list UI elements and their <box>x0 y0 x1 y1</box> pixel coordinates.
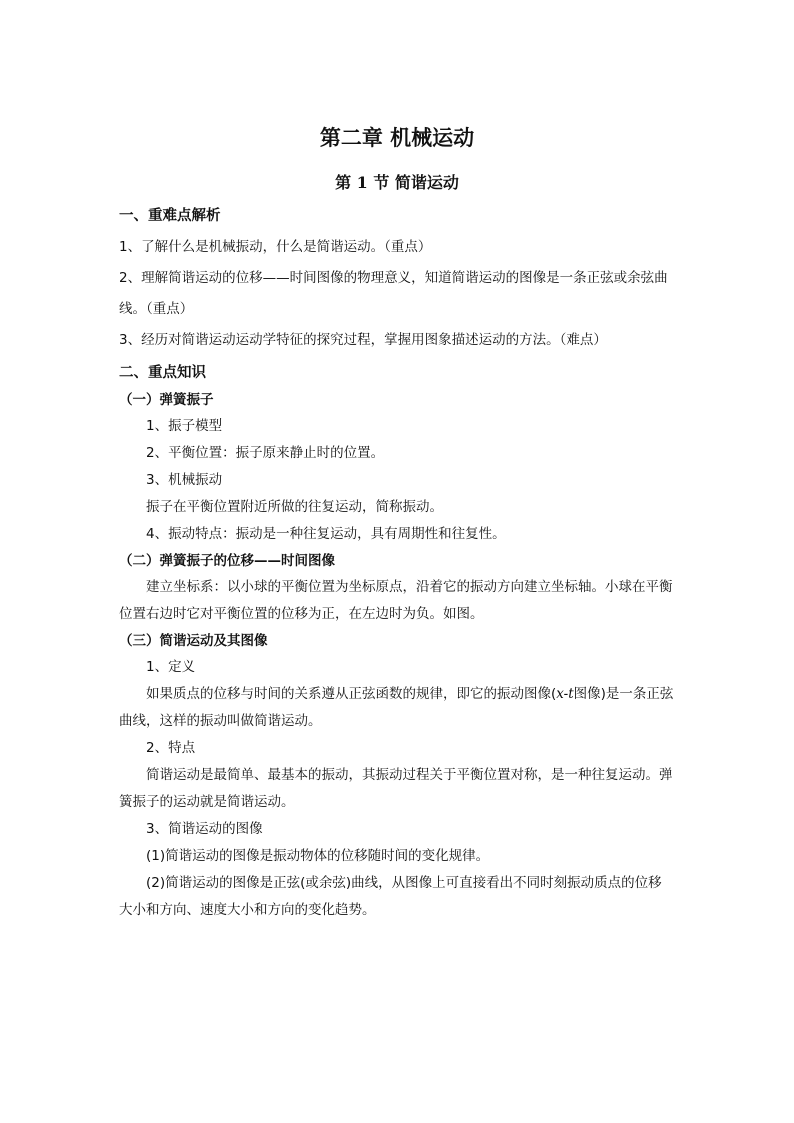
section-title: 第 1 节 简谐运动 <box>335 173 459 192</box>
chapter-title: 第二章 机械运动 <box>319 125 475 150</box>
definition-label: 1、定义 <box>146 659 196 675</box>
document-content <box>119 120 675 924</box>
definition-text-b: 图像)是一条正弦曲线，这样的振动叫做简谐运动。 <box>119 686 674 729</box>
subheading-displacement-time: （二）弹簧振子的位移——时间图像 <box>119 553 335 569</box>
definition-text-a: 如果质点的位移与时间的关系遵从正弦函数的规律，即它的振动图像( <box>146 686 557 702</box>
heading-key-knowledge: 二、重点知识 <box>119 365 206 381</box>
heading-key-points: 一、重难点解析 <box>119 208 221 224</box>
oscillator-line-3: 3、机械振动 <box>146 472 223 488</box>
xt-symbol: x-t <box>556 686 574 702</box>
oscillator-line-5: 4、振动特点：振动是一种往复运动，具有周期性和往复性。 <box>146 526 506 542</box>
oscillator-line-4: 振子在平衡位置附近所做的往复运动，简称振动。 <box>146 499 443 515</box>
subheading-shm-and-graph: （三）简谐运动及其图像 <box>119 633 268 649</box>
oscillator-line-1: 1、振子模型 <box>146 418 223 434</box>
key-point-3: 3、经历对简谐运动运动学特征的探究过程，掌握用图象描述运动的方法。（难点） <box>119 332 607 348</box>
displacement-time-paragraph: 建立坐标系：以小球的平衡位置为坐标原点，沿着它的振动方向建立坐标轴。小球在平衡位置右边时它对平衡位置的位移为正，在左边时为负。如图。 <box>119 579 673 622</box>
key-point-2: 2、理解简谐运动的位移——时间图像的物理意义，知道简谐运动的图像是一条正弦或余弦曲线。（重点） <box>119 270 668 317</box>
features-paragraph: 简谐运动是最简单、最基本的振动，其振动过程关于平衡位置对称，是一种往复运动。弹簧振子的运动就是简谐运动。 <box>119 767 673 810</box>
key-point-1: 1、了解什么是机械振动，什么是简谐运动。（重点） <box>119 239 432 255</box>
definition-paragraph <box>119 681 675 735</box>
subheading-spring-oscillator: （一）弹簧振子 <box>119 392 214 408</box>
features-label: 2、特点 <box>146 740 196 756</box>
oscillator-line-2: 2、平衡位置：振子原来静止时的位置。 <box>146 445 385 461</box>
graph-point-2: (2)简谐运动的图像是正弦(或余弦)曲线，从图像上可直接看出不同时刻振动质点的位移大小和方向、速度大小和方向的变化趋势。 <box>119 875 662 918</box>
graph-point-1: (1)简谐运动的图像是振动物体的位移随时间的变化规律。 <box>146 848 490 864</box>
graph-label: 3、简谐运动的图像 <box>146 821 263 837</box>
